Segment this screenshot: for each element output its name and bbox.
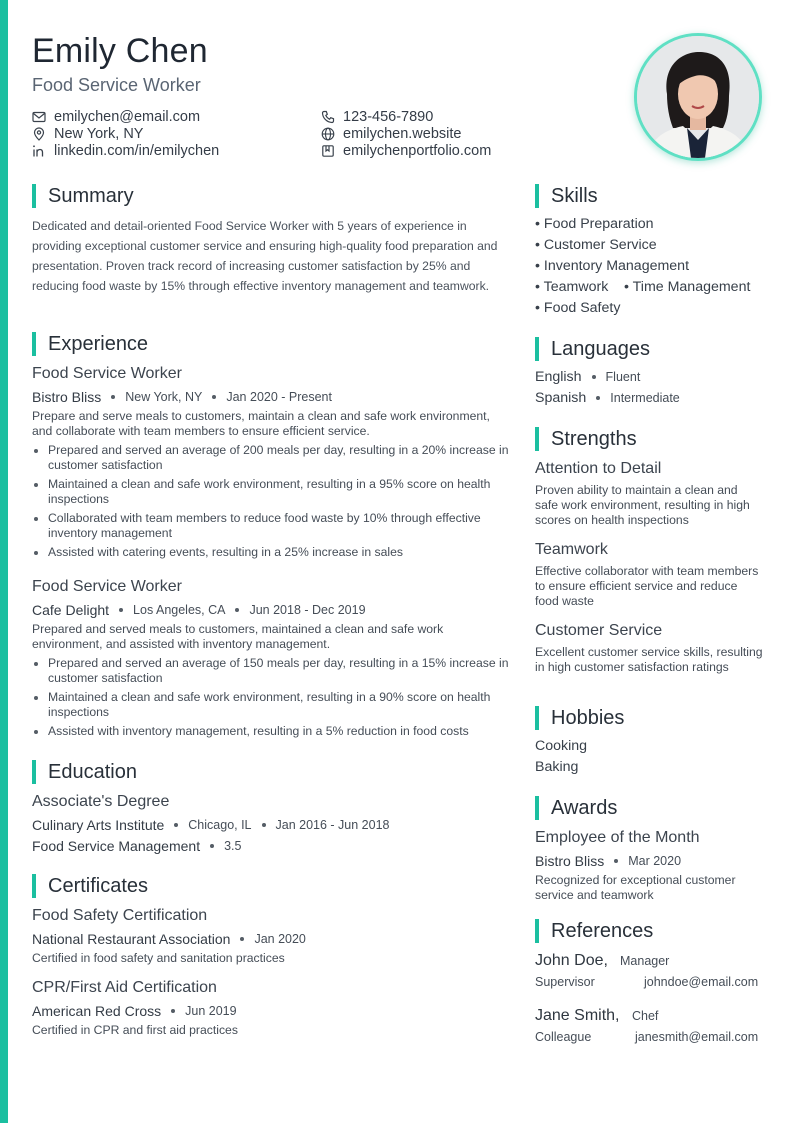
hobby-item: Baking — [535, 759, 579, 775]
location-pin-icon — [32, 127, 46, 141]
award-org: Bistro Bliss — [535, 853, 605, 869]
reference-relation: Supervisor — [535, 975, 595, 989]
contact-phone[interactable] — [321, 108, 433, 125]
school-name: Culinary Arts Institute — [32, 817, 165, 833]
accent-bar — [535, 337, 539, 361]
job-dates: Jan 2020 - Present — [226, 390, 332, 404]
contact-website[interactable] — [321, 125, 461, 142]
separator-dot — [111, 395, 115, 399]
accent-bar — [535, 919, 539, 943]
separator-dot — [119, 608, 123, 612]
certificate-meta — [32, 931, 306, 947]
reference-title: Chef — [632, 1009, 659, 1023]
strength-description: Effective collaborator with team members to ensure efficient service and reduce food waste — [535, 564, 759, 608]
award-meta — [535, 853, 681, 869]
job-bullet: Prepared and served an average of 150 meals per day, resulting in a 15% increase in customer satisfaction — [32, 656, 514, 686]
separator-dot — [262, 823, 266, 827]
degree-title: Associate's Degree — [32, 793, 170, 810]
contact-location — [32, 125, 143, 142]
job-bullet: Assisted with inventory management, resulting in a 5% reduction in food costs — [32, 724, 514, 739]
mail-icon — [32, 110, 46, 124]
job-bullet: Prepared and served an average of 200 meals per day, resulting in a 20% increase in customer satisfaction — [32, 443, 514, 473]
certificate-description: Certified in CPR and first aid practices — [32, 1023, 238, 1037]
skills-heading: Skills — [535, 184, 598, 208]
certificate-name: CPR/First Aid Certification — [32, 979, 217, 996]
candidate-name: Emily Chen — [32, 32, 208, 70]
certificate-date: Jan 2020 — [254, 932, 306, 946]
job-meta — [32, 389, 332, 405]
language-item — [535, 390, 680, 406]
job-description: Prepared and served meals to customers, maintained a clean and safe work environment, and assisted with inventory management. — [32, 622, 444, 651]
language-name: English — [535, 369, 582, 385]
accent-bar — [535, 427, 539, 451]
contact-portfolio-text: emilychenportfolio.com — [343, 142, 492, 159]
strengths-heading: Strengths — [535, 427, 637, 451]
globe-icon — [321, 127, 335, 141]
hobby-item: Cooking — [535, 738, 588, 754]
language-level: Fluent — [605, 370, 641, 384]
skill-item: • Time Management — [624, 279, 751, 295]
certificate-issuer: American Red Cross — [32, 1003, 162, 1019]
separator-dot — [212, 395, 216, 399]
language-item — [535, 369, 640, 385]
skill-item: • Food Preparation — [535, 216, 654, 232]
strength-description: Excellent customer service skills, resulting in high customer satisfaction ratings — [535, 645, 763, 674]
award-date: Mar 2020 — [628, 854, 682, 868]
summary-text: Dedicated and detail-oriented Food Service Worker with 5 years of experience in providing exceptional customer service and ensuring high-quality food preparation and presentation. Proven track record of increasing customer satisfaction by 25% and reducing food waste by 15% through effective inventory management and teamwork. — [32, 219, 498, 293]
contact-email[interactable] — [32, 108, 200, 125]
contact-portfolio[interactable] — [321, 142, 491, 159]
separator-dot — [174, 823, 178, 827]
separator-dot — [240, 937, 244, 941]
strength-title: Attention to Detail — [535, 460, 662, 477]
contact-linkedin-text: linkedin.com/in/emilychen — [54, 142, 220, 159]
separator-dot — [596, 396, 600, 400]
accent-bar — [32, 184, 36, 208]
awards-heading: Awards — [535, 796, 617, 820]
accent-bar — [32, 874, 36, 898]
reference-email[interactable]: johndoe@email.com — [644, 975, 759, 989]
job-bullet: Assisted with catering events, resulting in a 25% increase in sales — [32, 545, 514, 560]
education-meta — [32, 817, 390, 833]
certificate-name: Food Safety Certification — [32, 907, 208, 924]
award-title: Employee of the Month — [535, 829, 700, 846]
accent-bar — [32, 332, 36, 356]
strength-description: Proven ability to maintain a clean and safe work environment, resulting in high scores on health inspections — [535, 483, 750, 527]
accent-bar — [32, 760, 36, 784]
contact-website-text: emilychen.website — [343, 125, 462, 142]
language-level: Intermediate — [610, 391, 680, 405]
accent-sidebar-bar — [0, 0, 8, 1123]
skill-item: • Inventory Management — [535, 258, 690, 274]
accent-bar — [535, 796, 539, 820]
contact-phone-text: 123-456-7890 — [343, 108, 434, 125]
separator-dot — [235, 608, 239, 612]
reference-title: Manager — [620, 954, 670, 968]
accent-bar — [535, 706, 539, 730]
separator-dot — [614, 859, 618, 863]
skill-item: • Teamwork — [535, 279, 609, 295]
references-heading: References — [535, 919, 653, 943]
job-title: Food Service Worker — [32, 578, 182, 595]
award-description: Recognized for exceptional customer service and teamwork — [535, 873, 736, 902]
education-heading: Education — [32, 760, 137, 784]
reference-name: John Doe, — [535, 952, 608, 969]
reference-name: Jane Smith, — [535, 1007, 620, 1024]
school-location: Chicago, IL — [188, 818, 252, 832]
skill-item: • Customer Service — [535, 237, 657, 253]
reference-relation: Colleague — [535, 1030, 592, 1044]
certificates-heading: Certificates — [32, 874, 148, 898]
certificate-description: Certified in food safety and sanitation practices — [32, 951, 285, 965]
candidate-role: Food Service Worker — [32, 75, 201, 95]
accent-bar — [535, 184, 539, 208]
job-dates: Jun 2018 - Dec 2019 — [249, 603, 366, 617]
profile-photo — [634, 33, 762, 161]
separator-dot — [171, 1009, 175, 1013]
language-name: Spanish — [535, 390, 587, 406]
job-company: Bistro Bliss — [32, 389, 102, 405]
education-gpa: 3.5 — [224, 839, 242, 853]
bookmark-icon — [321, 144, 335, 158]
job-company: Cafe Delight — [32, 602, 110, 618]
certificate-meta — [32, 1003, 237, 1019]
job-description: Prepare and serve meals to customers, maintain a clean and safe work environment, and collaborate with team members to ensure efficient service. — [32, 409, 490, 438]
contact-email-text: emilychen@email.com — [54, 108, 201, 125]
job-bullet: Collaborated with team members to reduce food waste by 10% through effective inventory management — [32, 511, 514, 541]
education-field: Food Service Management — [32, 838, 201, 854]
job-bullet: Maintained a clean and safe work environment, resulting in a 90% score on health inspections — [32, 690, 514, 720]
skill-item: • Food Safety — [535, 300, 621, 316]
job-title: Food Service Worker — [32, 365, 182, 382]
certificate-issuer: National Restaurant Association — [32, 931, 231, 947]
job-bullet: Maintained a clean and safe work environment, resulting in a 95% score on health inspections — [32, 477, 514, 507]
linkedin-icon — [32, 144, 46, 158]
certificate-date: Jun 2019 — [185, 1004, 237, 1018]
experience-heading: Experience — [32, 332, 148, 356]
strength-title: Customer Service — [535, 622, 663, 639]
education-field-meta — [32, 838, 241, 854]
strength-title: Teamwork — [535, 541, 608, 558]
phone-icon — [321, 110, 335, 124]
summary-heading: Summary — [32, 184, 134, 208]
languages-heading: Languages — [535, 337, 650, 361]
hobbies-heading: Hobbies — [535, 706, 624, 730]
job-meta — [32, 602, 366, 618]
reference-email[interactable]: janesmith@email.com — [635, 1030, 759, 1044]
separator-dot — [592, 375, 596, 379]
separator-dot — [210, 844, 214, 848]
job-location: New York, NY — [125, 390, 203, 404]
education-dates: Jan 2016 - Jun 2018 — [275, 818, 390, 832]
contact-linkedin[interactable] — [32, 142, 219, 159]
contact-location-text: New York, NY — [54, 125, 144, 142]
job-location: Los Angeles, CA — [133, 603, 226, 617]
